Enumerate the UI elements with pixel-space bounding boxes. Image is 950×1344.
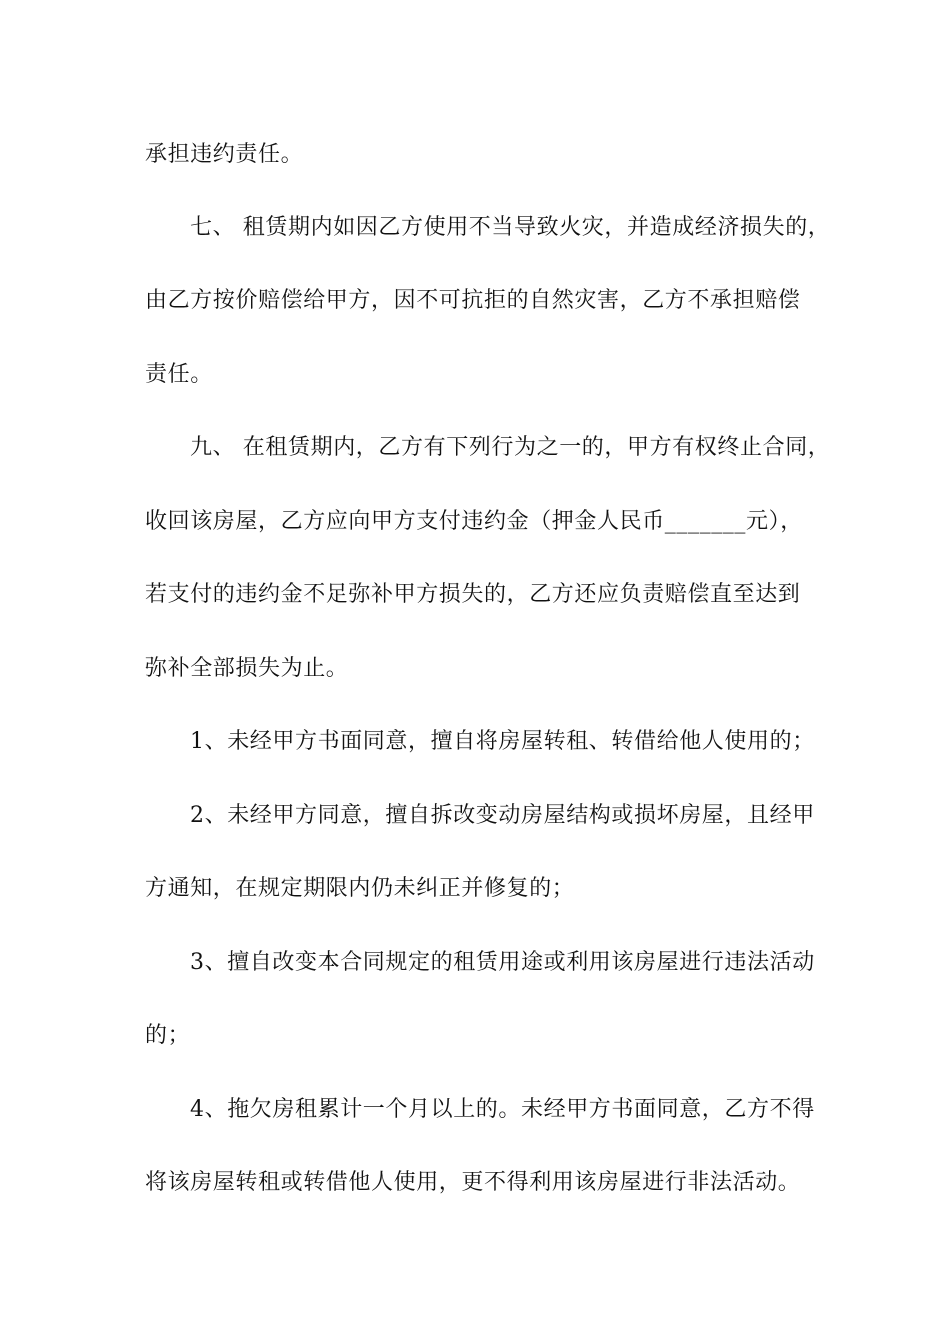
paragraph-line: 弥补全部损失为止。 [145,656,349,681]
clause-7-heading-line: 七、 租赁期内如因乙方使用不当导致火灾，并造成经济损失的， [190,215,831,240]
paragraph-line: 责任。 [145,362,213,387]
paragraph-line: 若支付的违约金不足弥补甲方损失的，乙方还应负责赔偿直至达到 [145,582,801,607]
paragraph-line: 承担违约责任。 [145,142,304,167]
paragraph-line: 由乙方按价赔偿给甲方，因不可抗拒的自然灾害，乙方不承担赔偿 [145,288,801,313]
paragraph-line: 方通知，在规定期限内仍未纠正并修复的； [145,876,575,901]
paragraph-line: 的； [145,1023,191,1048]
paragraph-line: 收回该房屋，乙方应向甲方支付违约金（押金人民币_______元）， [145,509,803,534]
list-item-3: 3、擅自改变本合同规定的租赁用途或利用该房屋进行违法活动 [190,950,815,975]
paragraph-line: 将该房屋转租或转借他人使用，更不得利用该房屋进行非法活动。 [145,1170,801,1195]
list-item-2: 2、未经甲方同意，擅自拆改变动房屋结构或损坏房屋，且经甲 [190,803,815,828]
list-item-1: 1、未经甲方书面同意，擅自将房屋转租、转借给他人使用的； [190,729,815,754]
list-item-4: 4、拖欠房租累计一个月以上的。未经甲方书面同意，乙方不得 [190,1097,815,1122]
clause-9-heading-line: 九、 在租赁期内，乙方有下列行为之一的，甲方有权终止合同， [190,435,831,460]
